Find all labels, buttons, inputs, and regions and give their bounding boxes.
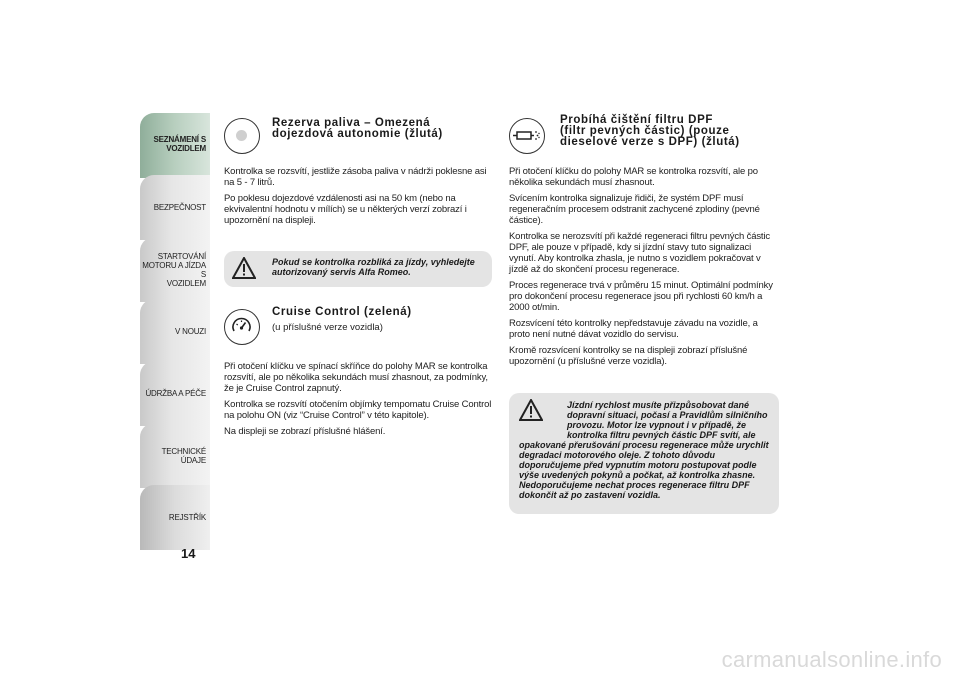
tab-label: BEZPEČNOST [153, 203, 206, 212]
fuel-reserve-text [224, 166, 494, 231]
tab-safety[interactable] [140, 175, 210, 240]
paragraph: Na displeji se zobrazí příslušné hlášení. [224, 426, 386, 437]
cruise-control-subtitle: (u příslušné verze vozidla) [272, 322, 383, 333]
tab-label: VOZIDLEM [166, 144, 206, 153]
paragraph: Kontrolka se rozsvítí, jestliže zásoba paliva v nádrži poklesne asi na 5 - 7 litrů. [224, 166, 487, 188]
dpf-text [509, 166, 779, 372]
tab-vehicle-intro[interactable] [140, 113, 210, 178]
paragraph: Kontrolka se nerozsvítí při každé regeneraci filtru pevných částic DPF, ale pouze v případě, kdy si jízdní stavy tuto signalizaci vynutí. Aby kontrolka zhasla, je nutno s vozidlem pokračovat v jízdě až do skončení procesu regenerace. [509, 231, 770, 275]
tab-label: REJSTŘÍK [168, 513, 206, 522]
fuel-reserve-heading: Rezerva paliva – Omezená dojezdová autonomie (žlutá) [272, 117, 443, 140]
tab-label: VOZIDLEM [166, 278, 206, 288]
paragraph: Kontrolka se rozsvítí otočením objímky tempomatu Cruise Control na polohu ON (viz “Cruise Control” v této kapitole). [224, 399, 492, 421]
tab-label: MOTORU A JÍZDA S [142, 260, 206, 279]
warning-triangle-icon [232, 257, 256, 279]
tab-emergency[interactable] [140, 299, 210, 364]
tab-label: STARTOVÁNÍ [157, 251, 206, 261]
tab-label: SEZNÁMENÍ S [153, 135, 206, 144]
page-number: 14 [181, 546, 196, 561]
dpf-indicator-icon [509, 118, 545, 154]
fuel-reserve-indicator-icon [224, 118, 260, 154]
paragraph: Svícením kontrolka signalizuje řidiči, že systém DPF musí regeneračním procesem odstranit zachycené zplodiny (pevné částice). [509, 193, 760, 226]
paragraph: Při otočení klíčku ve spínací skříňce do polohy MAR se kontrolka rozsvítí, ale po několika sekundách musí zhasnout, za podmínky, že je Cruise Control zapnutý. [224, 361, 488, 394]
dpf-warning-note: Jízdní rychlost musíte přizpůsobovat dané dopravní situaci, počasí a Pravidlům silničního provozu. Motor lze vypnout i v případě, že kontrolka filtru pevných částic DPF svítí, ale opakované přerušování procesu regenerace může urychlit degradaci motorového oleje. Z tohoto důvodu doporučujeme před vypnutím motoru postupovat podle výše uvedených pokynů a počkat, až kontrolka zhasne. Nedoporučujeme nechat proces regenerace filtru DPF dokončit až po zastavení vozidla. [509, 393, 779, 514]
tab-index[interactable] [140, 485, 210, 550]
paragraph: Rozsvícení této kontrolky nepředstavuje závadu na vozidle, a proto není nutné dávat vozidlo do servisu. [509, 318, 758, 340]
tab-label: ÚDRŽBA A PÉČE [145, 389, 206, 398]
tab-label: TECHNICKÉ ÚDAJE [161, 446, 206, 465]
paragraph: Při otočení klíčku do polohy MAR se kontrolka rozsvítí, ale po několika sekundách musí zhasnout. [509, 166, 758, 188]
fuel-warning-note: Pokud se kontrolka rozbliká za jízdy, vyhledejte autorizovaný servis Alfa Romeo. [224, 251, 492, 287]
cruise-control-indicator-icon [224, 309, 260, 345]
tab-starting-driving[interactable] [140, 237, 210, 302]
cruise-control-heading: Cruise Control (zelená) [272, 306, 412, 318]
tab-technical-data[interactable] [140, 423, 210, 488]
tab-maintenance[interactable] [140, 361, 210, 426]
paragraph: Po poklesu dojezdové vzdálenosti asi na 50 km (nebo na ekvivalentní hodnotu v mílích) se u některých verzí zobrazí i upozornění na displeji. [224, 193, 467, 226]
paragraph: Kromě rozsvícení kontrolky se na displeji zobrazí příslušné upozornění (u příslušné verze vozidla). [509, 345, 748, 367]
paragraph: Proces regenerace trvá v průměru 15 minut. Optimální podmínky pro dokončení procesu regenerace jsou při rychlosti 60 km/h a 2000 ot/min. [509, 280, 773, 313]
dpf-heading: Probíhá čištění filtru DPF (filtr pevných částic) (pouze dieselové verze s DPF) (žlutá) [560, 114, 740, 148]
watermark: carmanualsonline.info [721, 647, 942, 672]
tab-label: V NOUZI [174, 327, 206, 336]
cruise-control-text [224, 361, 494, 442]
warning-triangle-icon [519, 399, 543, 421]
